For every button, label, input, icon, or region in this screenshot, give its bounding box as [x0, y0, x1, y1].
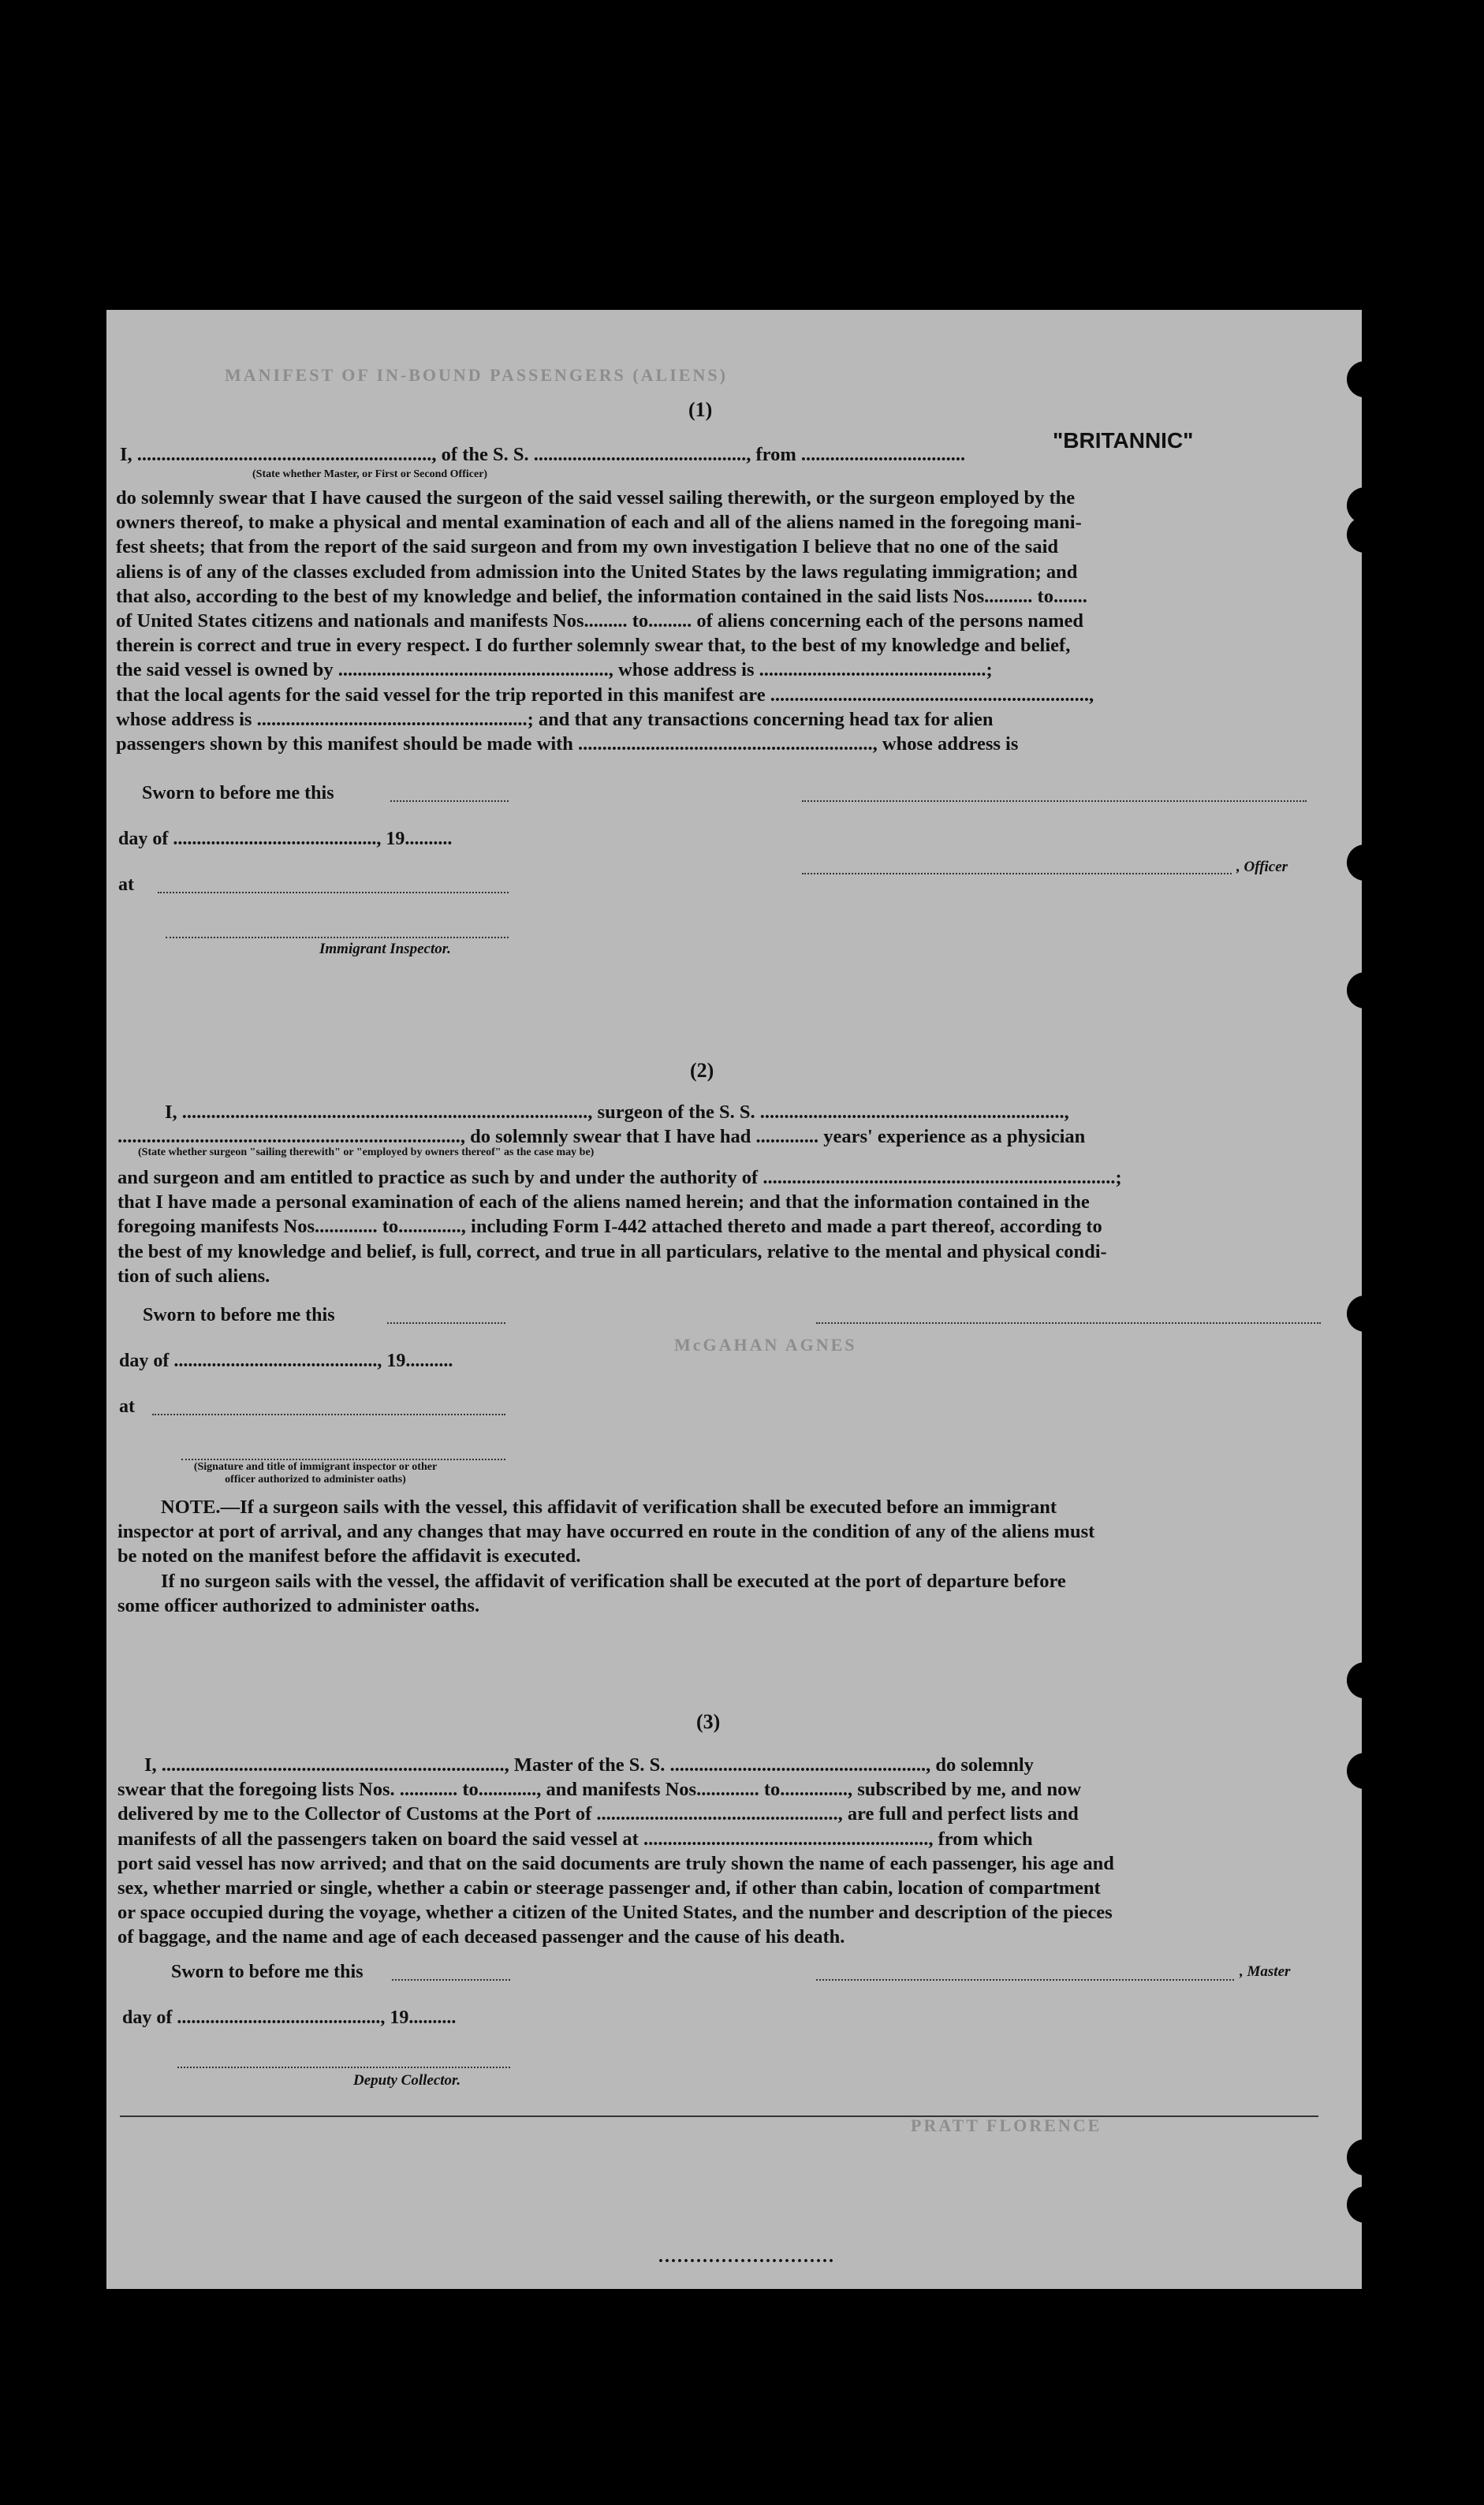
bleed-through-text: PRATT FLORENCE — [911, 2115, 1102, 2135]
inspector-caption: (Signature and title of immigrant inspector or other officer authorized to administer oaths) — [193, 1461, 438, 1485]
deputy-collector-caption: Deputy Collector. — [353, 2072, 461, 2089]
oath-line: therein is correct and true in every respect. I do further solemnly swear that, to the best of my knowledge and belief, — [116, 635, 1071, 657]
punch-hole — [1347, 1662, 1383, 1698]
immigrant-inspector-caption: Immigrant Inspector. — [319, 941, 451, 957]
footer-dots: ............................ — [658, 2246, 835, 2267]
oath-line: that the local agents for the said vessel for the trip reported in this manifest are .................................................................., — [116, 684, 1094, 706]
day-of-label: day of ..........................................., 19.......... — [118, 829, 453, 849]
oath-line: of baggage, and the name and age of each deceased passenger and the cause of his death. — [117, 1926, 845, 1948]
note-line: inspector at port of arrival, and any changes that may have occurred en route in the condition of any of the aliens must — [117, 1521, 1095, 1543]
section-2-line-2: ......................................................................., do solemnly swear that I have had ............. years' experience as a physician — [117, 1126, 1086, 1147]
punch-hole — [1347, 2139, 1383, 2175]
surgeon-note: (State whether surgeon "sailing therewith" or "employed by owners thereof" as the case may be) — [138, 1146, 595, 1158]
master-signature-line — [816, 1979, 1234, 1981]
officer-caption: , Officer — [1236, 859, 1288, 875]
oath-line: passengers shown by this manifest should be made with ............................................................., whose address is — [116, 733, 1019, 755]
section-1-oath-line: I, ............................................................., of the S. S. ............................................, from .................................. — [120, 444, 966, 465]
sworn-label: Sworn to before me this — [143, 1305, 335, 1325]
sworn-label: Sworn to before me this — [142, 783, 334, 803]
punch-hole — [1347, 2186, 1383, 2223]
officer-note: (State whether Master, or First or Second Officer) — [252, 468, 488, 480]
note-line: some officer authorized to administer oaths. — [117, 1594, 480, 1616]
divider-line — [120, 2115, 1318, 2117]
place-line — [152, 1414, 505, 1415]
oath-line: tion of such aliens. — [117, 1265, 270, 1287]
oath-line: that also, according to the best of my knowledge and belief, the information contained in the said lists Nos.......... to....... — [116, 585, 1087, 607]
oath-line: swear that the foregoing lists Nos. ............ to............, and manifests Nos............. to.............., subscribed by me, and now — [117, 1779, 1082, 1801]
master-caption: , Master — [1240, 1963, 1291, 1980]
section-3-oath-text — [117, 1753, 1318, 1950]
oath-line: aliens is of any of the classes excluded from admission into the United States by the laws regulating immigration; and — [116, 561, 1078, 583]
sworn-date-line — [387, 1322, 505, 1324]
oath-line: owners thereof, to make a physical and mental examination of each and all of the aliens named in the foregoing mani- — [116, 512, 1082, 534]
section-2-oath-text — [117, 1165, 1316, 1288]
note-label: NOTE. — [161, 1497, 221, 1518]
document-sheet — [106, 310, 1362, 2289]
sworn-date-line — [392, 1979, 510, 1981]
at-label: at — [118, 874, 134, 895]
oath-line: the best of my knowledge and belief, is full, correct, and true in all particulars, relative to the mental and physical condi- — [117, 1240, 1107, 1262]
oath-line: delivered by me to the Collector of Customs at the Port of .................................................., are full and perfect lists and — [117, 1803, 1079, 1825]
at-label: at — [119, 1396, 135, 1417]
inspector-signature-line — [166, 937, 509, 938]
section-3-number: (3) — [696, 1710, 721, 1733]
oath-line: I, ......................................................................., Master of the S. S. ....................................................., do solemnly — [144, 1754, 1034, 1776]
oath-line: of United States citizens and nationals and manifests Nos......... to......... of aliens concerning each of the persons named — [116, 610, 1084, 632]
note-line: If no surgeon sails with the vessel, the affidavit of verification shall be executed at the port of departure before — [161, 1570, 1066, 1592]
note-line — [117, 1495, 1316, 1519]
oath-line: sex, whether married or single, whether a cabin or steerage passenger and, if other than cabin, location of compartment — [117, 1877, 1101, 1899]
officer-signature-line — [802, 800, 1307, 802]
day-of-label: day of ..........................................., 19.......... — [122, 2007, 457, 2028]
oath-line: do solemnly swear that I have caused the surgeon of the said vessel sailing therewith, or the surgeon employed by the — [116, 487, 1076, 509]
oath-line: manifests of all the passengers taken on board the said vessel at ..........................................................., from which — [117, 1828, 1033, 1850]
section-1-oath-text — [116, 486, 1317, 756]
oath-line: or space occupied during the voyage, whether a citizen of the United States, and the number and description of the pieces — [117, 1902, 1113, 1924]
oath-line: that I have made a personal examination of each of the aliens named herein; and that the information contained in the — [117, 1191, 1090, 1213]
punch-hole — [1347, 1295, 1383, 1332]
punch-hole — [1347, 361, 1383, 397]
oath-line: foregoing manifests Nos............. to............., including Form I-442 attached thereto and made a part thereof, according to — [117, 1216, 1102, 1238]
oath-line: the said vessel is owned by ........................................................, whose address is ...............................................; — [116, 659, 993, 681]
sworn-label: Sworn to before me this — [171, 1962, 364, 1982]
punch-hole — [1347, 1753, 1383, 1789]
inspector-signature-line — [181, 1459, 505, 1460]
punch-hole — [1347, 844, 1383, 881]
officer-title-line — [802, 873, 1232, 874]
oath-line: fest sheets; that from the report of the said surgeon and from my own investigation I believe that no one of the said — [116, 536, 1058, 558]
punch-hole — [1347, 972, 1383, 1008]
note-line: be noted on the manifest before the affidavit is executed. — [117, 1545, 581, 1567]
oath-line: and surgeon and am entitled to practice as such by and under the authority of .........................................................................; — [117, 1167, 1122, 1188]
section-1-number: (1) — [688, 398, 713, 421]
bleed-through-text: MANIFEST OF IN-BOUND PASSENGERS (ALIENS) — [225, 365, 728, 385]
place-line — [158, 892, 509, 893]
oath-line: whose address is ........................................................; and that any transactions concerning head tax for alien — [116, 708, 994, 730]
ship-name-stamp: "BRITANNIC" — [1053, 428, 1194, 453]
section-2-number: (2) — [690, 1059, 714, 1082]
surgeon-signature-line — [816, 1322, 1321, 1324]
note-text — [117, 1495, 1316, 1618]
note-text: —If a surgeon sails with the vessel, this affidavit of verification shall be executed before an immigrant — [220, 1497, 1057, 1518]
day-of-label: day of ..........................................., 19.......... — [119, 1351, 453, 1371]
punch-hole — [1347, 516, 1383, 553]
section-2-line-1: I, ...................................................................................., surgeon of the S. S. ..............................................................., — [165, 1102, 1069, 1123]
sworn-date-line — [390, 800, 509, 802]
bleed-through-text: McGAHAN AGNES — [674, 1335, 857, 1355]
oath-line: port said vessel has now arrived; and that on the said documents are truly shown the name of each passenger, his age and — [117, 1852, 1114, 1874]
deputy-collector-signature-line — [177, 2067, 510, 2068]
